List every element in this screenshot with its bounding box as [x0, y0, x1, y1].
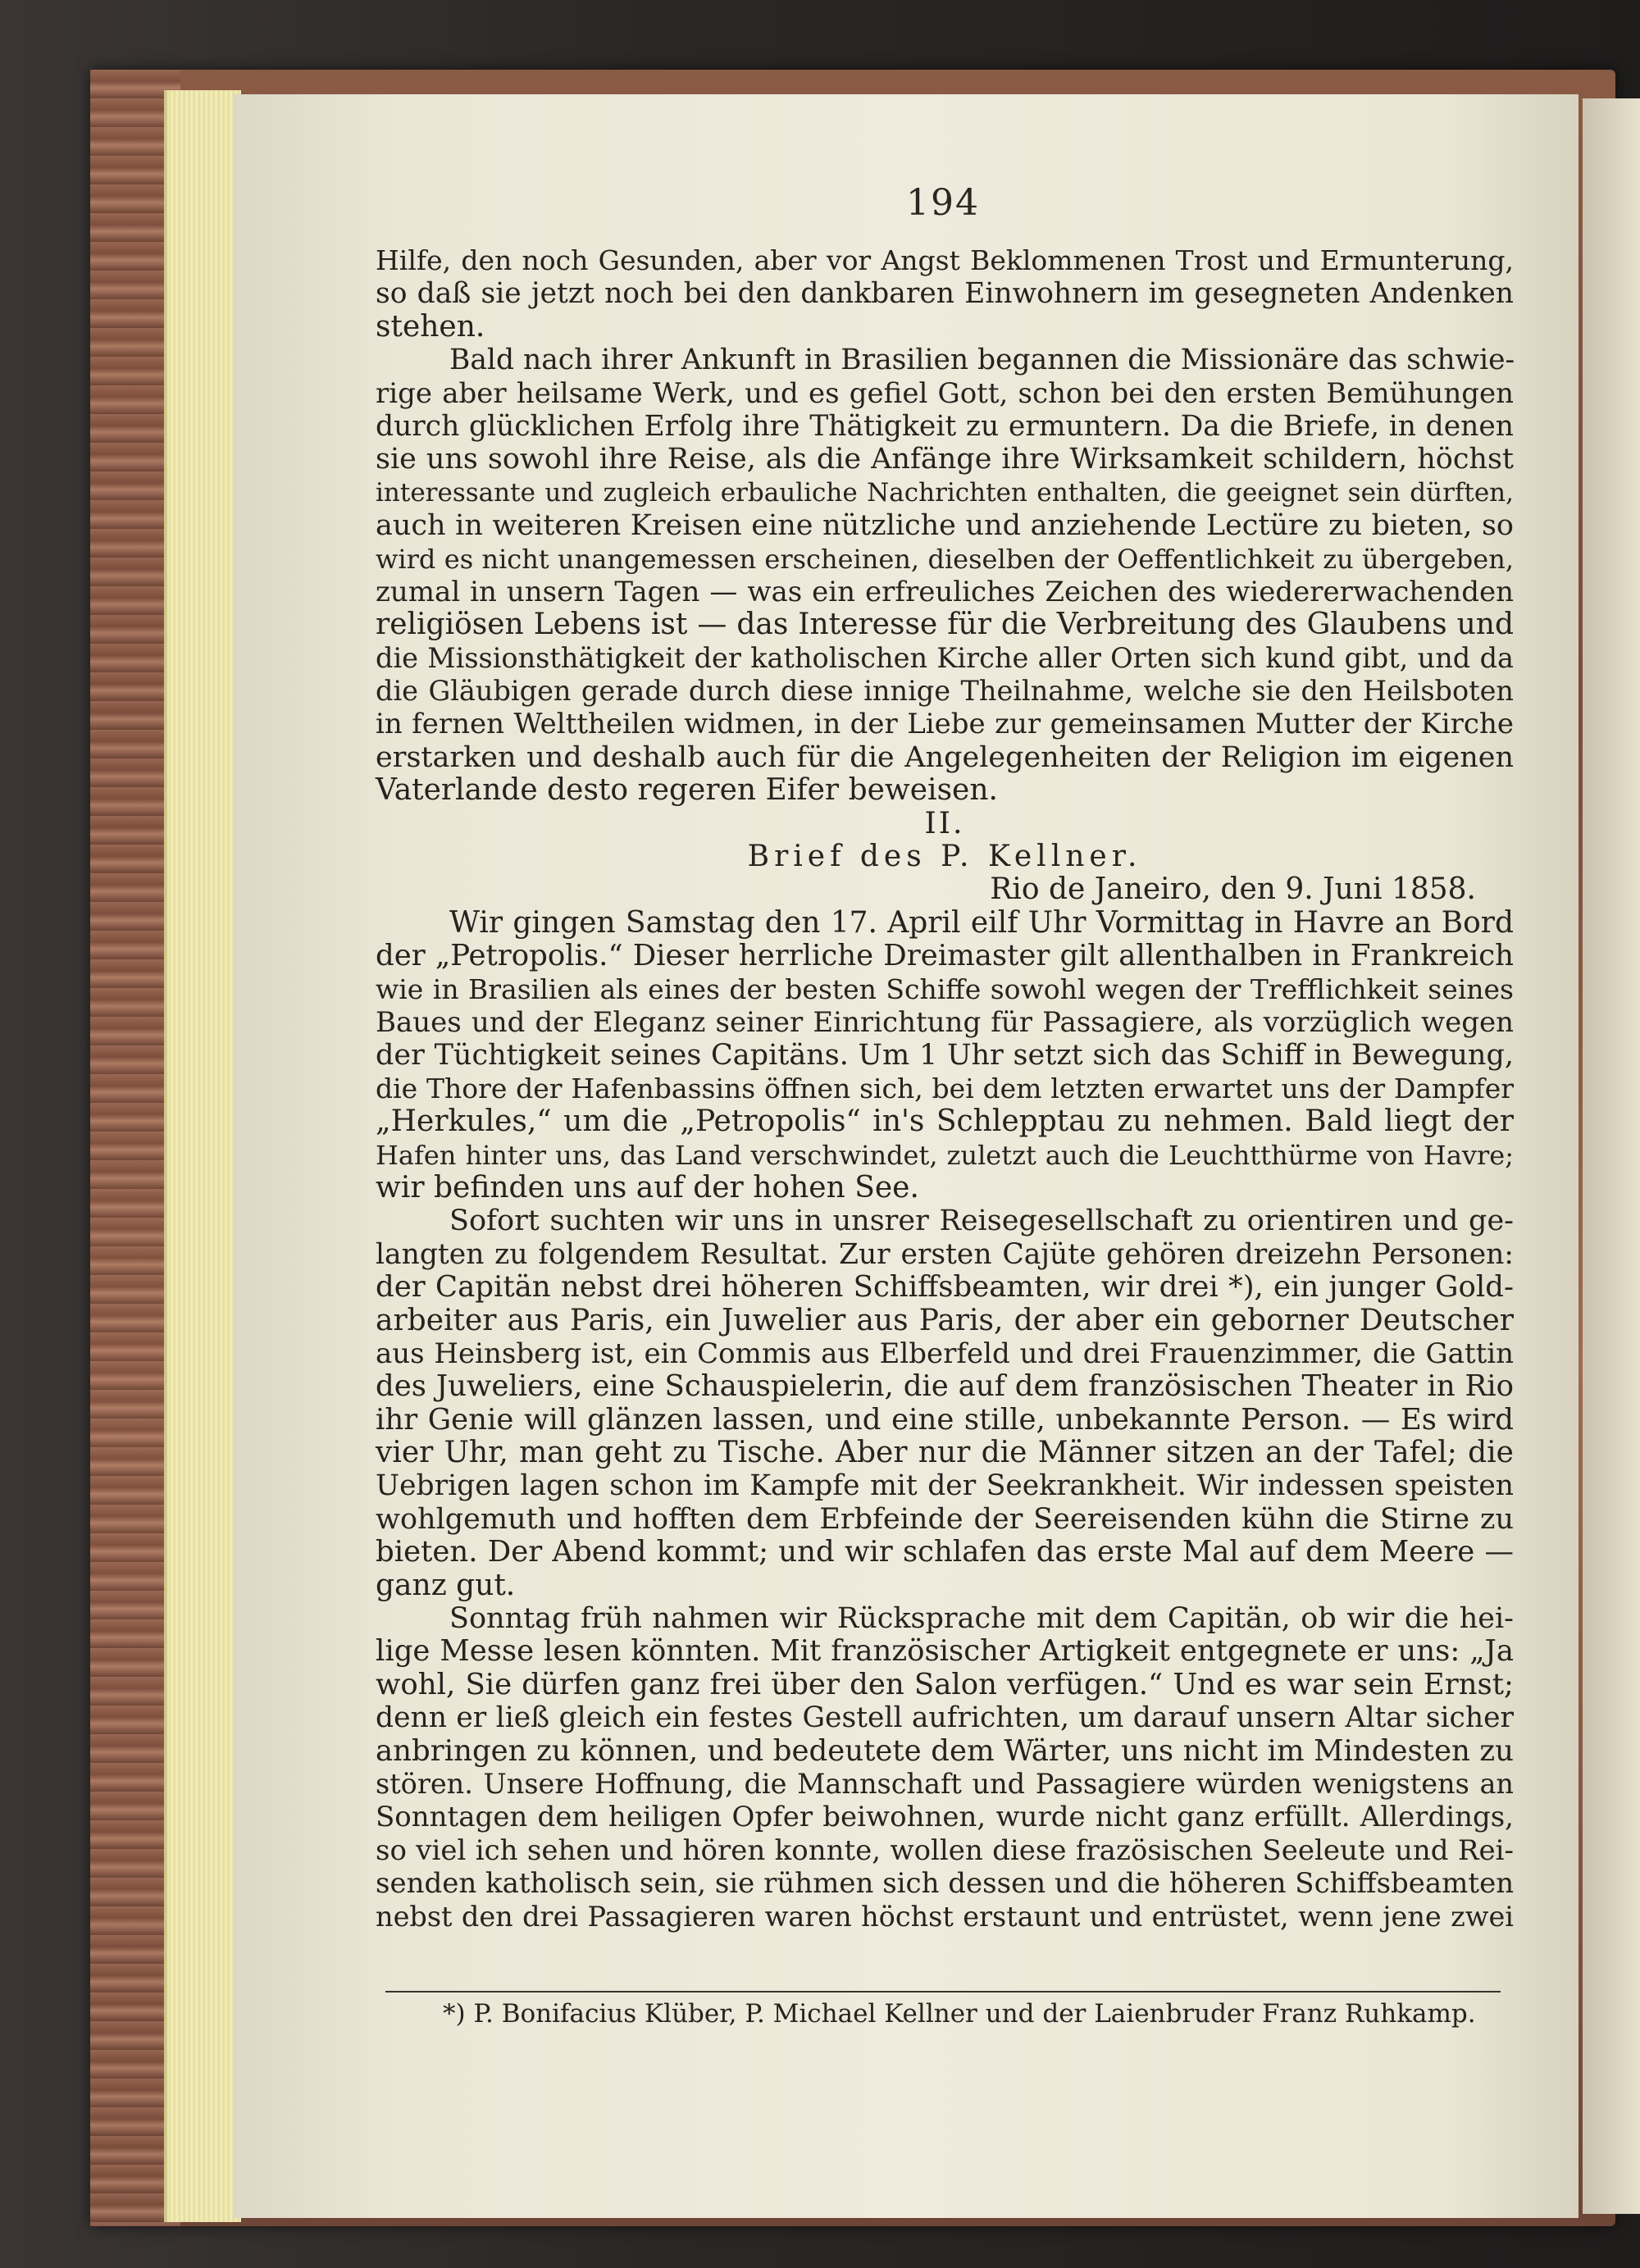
text-line: in fernen Welttheilen widmen, in der Liebe zur gemeinsamen Mutter der Kirche — [376, 708, 1514, 741]
text-line: interessante und zugleich erbauliche Nachrichten enthalten, die geeignet sein dürften, — [376, 477, 1514, 508]
text-line: der „Petropolis.“ Dieser herrliche Dreimaster gilt allenthalben in Frankreich — [376, 939, 1514, 973]
text-line: Uebrigen lagen schon im Kampfe mit der Seekrankheit. Wir indessen speisten — [376, 1469, 1514, 1503]
text-line: vier Uhr, man geht zu Tische. Aber nur die Männer sitzen an der Tafel; die — [376, 1436, 1514, 1470]
text-line: Sofort suchten wir uns in unsrer Reisegesellschaft zu orientiren und ge- — [449, 1205, 1514, 1238]
text-line: ganz gut. — [376, 1568, 516, 1602]
text-line: so viel ich sehen und hören konnte, wollen diese frazösischen Seeleute und Rei- — [376, 1833, 1514, 1867]
dateline: Rio de Janeiro, den 9. Juni 1858. — [990, 872, 1476, 907]
text-line: lige Messe lesen könnten. Mit französischer Artigkeit entgegnete er uns: „Ja — [376, 1634, 1514, 1669]
text-line: die Thore der Hafenbassins öffnen sich, bei dem letzten erwartet uns der Dampfer — [376, 1072, 1514, 1104]
text-line: die Missionsthätigkeit der katholischen Kirche aller Orten sich kund gibt, und da — [376, 641, 1514, 674]
text-line: Sonntagen dem heiligen Opfer beiwohnen, wurde nicht ganz erfüllt. Allerdings, — [376, 1801, 1514, 1834]
text-line: wird es nicht unangemessen erscheinen, dieselben der Oeffentlichkeit zu übergeben, — [376, 543, 1514, 575]
text-line: auch in weiteren Kreisen eine nützliche und anziehende Lectüre zu bieten, so — [376, 509, 1514, 543]
text-line: des Juweliers, eine Schauspielerin, die auf dem französischen Theater in Rio — [376, 1369, 1514, 1404]
text-line: Bald nach ihrer Ankunft in Brasilien begannen die Missionäre das schwie- — [449, 344, 1515, 377]
text-line: langten zu folgendem Resultat. Zur ersten Cajüte gehören dreizehn Personen: — [376, 1237, 1514, 1271]
text-line: so daß sie jetzt noch bei den dankbaren Einwohnern im gesegneten Andenken — [376, 277, 1514, 311]
text-line: sie uns sowohl ihre Reise, als die Anfänge ihre Wirksamkeit schildern, höchst — [376, 443, 1514, 476]
text-line: bieten. Der Abend kommt; und wir schlafen das erste Mal auf dem Meere — — [376, 1535, 1514, 1569]
text-line: wie in Brasilien als eines der besten Schiffe sowohl wegen der Trefflichkeit seines — [376, 972, 1514, 1005]
page-body — [376, 244, 1514, 1933]
text-line: Sonntag früh nahmen wir Rücksprache mit dem Capitän, ob wir die hei- — [449, 1602, 1514, 1636]
text-line: Vaterlande desto regeren Eifer beweisen. — [376, 773, 998, 808]
facing-page-edge — [1583, 98, 1640, 2214]
text-line: rige aber heilsame Werk, und es gefiel Gott, schon bei den ersten Bemühungen — [376, 376, 1514, 410]
text-line: Baues und der Eleganz seiner Einrichtung für Passagiere, als vorzüglich wegen — [376, 1005, 1514, 1039]
text-line: ihr Genie will glänzen lassen, und eine stille, unbekannte Person. — Es wird — [376, 1402, 1514, 1437]
text-line: zumal in unsern Tagen — was ein erfreuliches Zeichen des wiedererwachenden — [376, 575, 1514, 608]
text-line: erstarken und deshalb auch für die Angelegenheiten der Religion im eigenen — [376, 740, 1514, 774]
text-line: aus Heinsberg ist, ein Commis aus Elberfeld und drei Frauenzimmer, die Gattin — [376, 1337, 1514, 1370]
text-line: nebst den drei Passagieren waren höchst erstaunt und entrüstet, wenn jene zwei — [376, 1900, 1514, 1933]
text-line: wir befinden uns auf der hohen See. — [376, 1170, 919, 1205]
text-line: der Capitän nebst drei höheren Schiffsbeamten, wir drei *), ein junger Gold- — [376, 1270, 1514, 1305]
text-line: der Tüchtigkeit seines Capitäns. Um 1 Uhr setzt sich das Schiff in Bewegung, — [376, 1039, 1514, 1073]
section-title: Brief des P. Kellner. — [747, 840, 1142, 874]
text-line: wohlgemuth und hofften dem Erbfeinde der Seereisenden kühn die Stirne zu — [376, 1502, 1514, 1536]
text-line: wohl, Sie dürfen ganz frei über den Salon verfügen.“ Und es war sein Ernst; — [376, 1667, 1514, 1701]
footnote: *) P. Bonifacius Klüber, P. Michael Kellner und der Laienbruder Franz Ruhkamp. — [443, 1999, 1476, 2029]
text-line: Wir gingen Samstag den 17. April eilf Uhr Vormittag in Havre an Bord — [449, 905, 1514, 940]
text-line: die Gläubigen gerade durch diese innige Theilnahme, welche sie den Heilsboten — [376, 675, 1514, 708]
page-number: 194 — [906, 182, 980, 224]
text-line: stehen. — [376, 309, 485, 344]
text-line: Hilfe, den noch Gesunden, aber vor Angst Beklommenen Trost und Ermunterung, — [376, 244, 1514, 276]
page-edges — [164, 90, 241, 2222]
text-line: „Herkules,“ um die „Petropolis“ in's Schlepptau zu nehmen. Bald liegt der — [376, 1104, 1514, 1139]
text-line: senden katholisch sein, sie rühmen sich dessen und die höheren Schiffsbeamten — [376, 1867, 1515, 1901]
text-line: denn er ließ gleich ein festes Gestell aufrichten, um darauf unsern Altar sicher — [376, 1701, 1514, 1735]
text-line: durch glücklichen Erfolg ihre Thätigkeit zu ermuntern. Da die Briefe, in denen — [376, 409, 1514, 443]
text-line: religiösen Lebens ist — das Interesse für die Verbreitung des Glaubens und — [376, 608, 1514, 642]
section-number: II. — [924, 806, 965, 840]
text-line: arbeiter aus Paris, ein Juwelier aus Paris, der aber ein geborner Deutscher — [376, 1303, 1514, 1337]
text-line: anbringen zu können, und bedeutete dem Wärter, uns nicht im Mindesten zu — [376, 1733, 1514, 1768]
text-line: stören. Unsere Hoffnung, die Mannschaft und Passagiere würden wenigstens an — [376, 1767, 1514, 1800]
footnote-rule — [385, 1991, 1501, 1992]
text-line: Hafen hinter uns, das Land verschwindet, zuletzt auch die Leuchtthürme von Havre; — [376, 1139, 1514, 1171]
